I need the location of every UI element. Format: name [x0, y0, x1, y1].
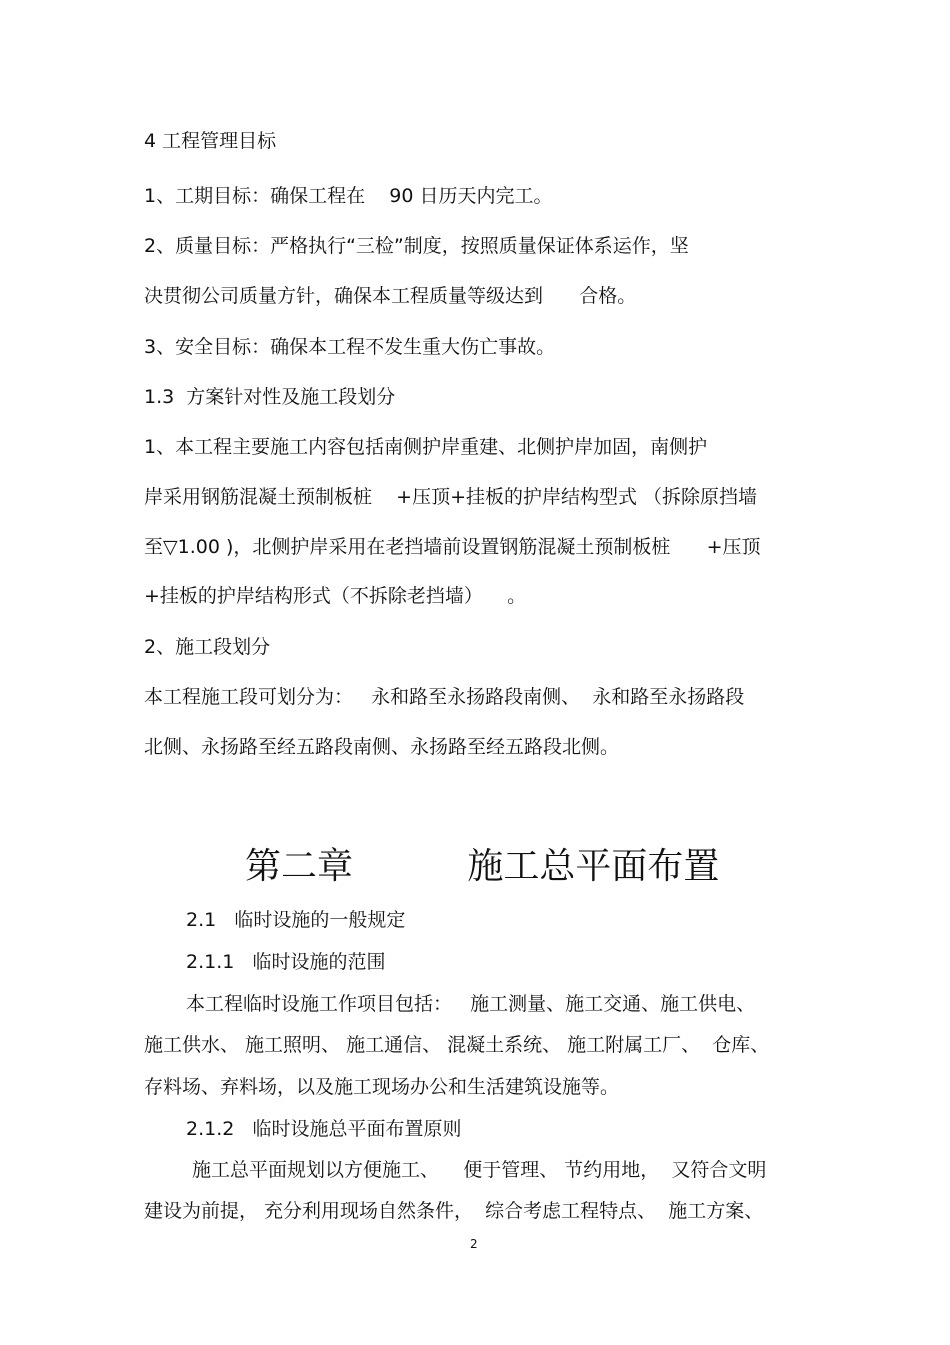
section-2-1-heading: 2.1 临时设施的一般规定	[186, 909, 406, 931]
section-2-1-2-heading: 2.1.2 临时设施总平面布置原则	[186, 1118, 462, 1140]
layout-principle-line-2: 建设为前提， 充分利用现场自然条件， 综合考虑工程特点、 施工方案、	[144, 1200, 764, 1222]
construction-section-line-1: 本工程施工段可划分为： 永和路至永扬路段南侧、 永和路至永扬路段	[144, 686, 745, 708]
construction-content-line-2: 岸采用钢筋混凝土预制板桩 +压顶+挂板的护岸结构型式 （拆除原挡墙	[144, 486, 758, 508]
construction-content-line-3: 至▽1.00 )，北侧护岸采用在老挡墙前设置钢筋混凝土预制板桩 +压顶	[144, 536, 761, 558]
schedule-goal: 1、工期目标：确保工程在 90 日历天内完工。	[144, 185, 553, 207]
section-2-1-1-heading: 2.1.1 临时设施的范围	[186, 951, 386, 973]
page-number: 2	[470, 1237, 478, 1251]
temporary-facilities-line-2: 施工供水、 施工照明、 施工通信、 混凝土系统、 施工附属工厂、 仓库、	[144, 1034, 770, 1056]
construction-section-heading: 2、施工段划分	[144, 636, 271, 658]
construction-section-line-2: 北侧、永扬路至经五路段南侧、永扬路至经五路段北侧。	[144, 736, 620, 758]
quality-goal-line-1: 2、质量目标：严格执行“三检”制度，按照质量保证体系运作，坚	[144, 235, 689, 257]
safety-goal: 3、安全目标：确保本工程不发生重大伤亡事故。	[144, 336, 556, 358]
chapter-title: 第二章 施工总平面布置	[245, 846, 720, 887]
layout-principle-line-1: 施工总平面规划以方便施工、 便于管理、 节约用地， 又符合文明	[186, 1159, 767, 1181]
construction-content-line-4: +挂板的护岸结构形式（不拆除老挡墙） 。	[144, 585, 527, 607]
construction-content-line-1: 1、本工程主要施工内容包括南侧护岸重建、北侧护岸加固，南侧护	[144, 436, 708, 458]
quality-goal-line-2: 决贯彻公司质量方针，确保本工程质量等级达到 合格。	[144, 285, 637, 307]
section-1-3-heading: 1.3 方案针对性及施工段划分	[144, 386, 396, 408]
temporary-facilities-line-3: 存料场、弃料场，以及施工现场办公和生活建筑设施等。	[144, 1076, 620, 1098]
section-4-heading: 4 工程管理目标	[144, 130, 277, 152]
temporary-facilities-line-1: 本工程临时设施工作项目包括： 施工测量、施工交通、施工供电、	[186, 993, 756, 1015]
